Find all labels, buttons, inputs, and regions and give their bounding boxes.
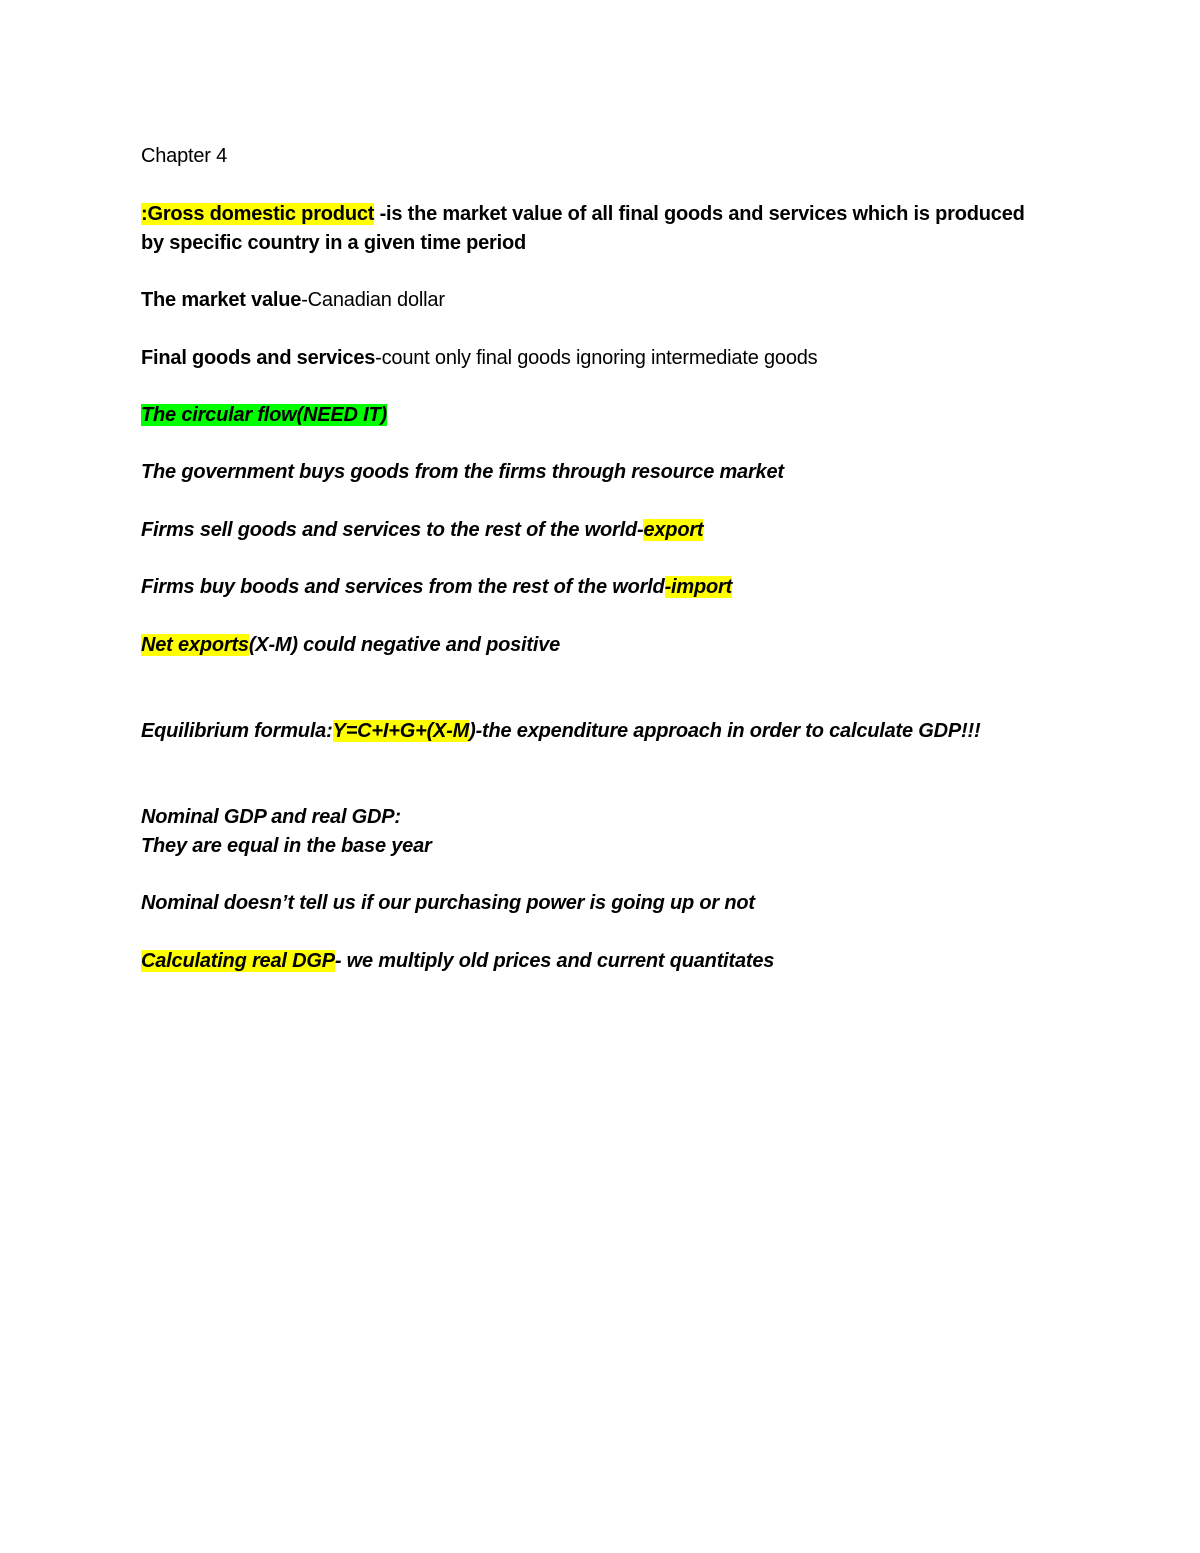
nominal-real-heading: Nominal GDP and real GDP: bbox=[141, 806, 401, 828]
net-exports-line bbox=[141, 631, 560, 660]
gdp-definition-cont: by specific country in a given time period bbox=[141, 232, 527, 254]
nominal-power-line: Nominal doesn’t tell us if our purchasing power is going up or not bbox=[141, 892, 755, 914]
equilibrium-text: )-the expenditure approach in order to calculate GDP!!! bbox=[469, 720, 981, 742]
market-value-term: The market value bbox=[141, 289, 302, 311]
import-line: Firms buy boods and services from the rest of the world-import bbox=[141, 576, 733, 598]
real-gdp-calc-term: Calculating real DGP bbox=[141, 950, 335, 972]
equilibrium-formula: Y=C+I+G+(X-M bbox=[332, 720, 470, 742]
net-exports-text: (X-M) could negative and positive bbox=[248, 634, 561, 656]
base-year-line: They are equal in the base year bbox=[141, 835, 432, 857]
chapter-title: Chapter 4 bbox=[141, 145, 228, 167]
final-goods-text: -count only final goods ignoring intermediate goods bbox=[375, 347, 818, 369]
circular-flow-heading: The circular flow(NEED IT) bbox=[141, 404, 387, 426]
real-gdp-calc-line bbox=[141, 947, 774, 976]
market-value-line bbox=[141, 286, 445, 315]
import-term: -import bbox=[664, 576, 733, 598]
real-gdp-calc-text: - we multiply old prices and current quantitates bbox=[334, 950, 775, 972]
equilibrium-label: Equilibrium formula: bbox=[141, 720, 333, 742]
gdp-text: -is the market value of all final goods and services which is produced bbox=[374, 203, 1025, 225]
equilibrium-line bbox=[141, 717, 980, 746]
market-value-text: -Canadian dollar bbox=[301, 289, 445, 311]
export-line: Firms sell goods and services to the rest of the world-export bbox=[141, 519, 704, 541]
net-exports-term: Net exports bbox=[141, 634, 249, 656]
export-term: export bbox=[643, 519, 704, 541]
gdp-definition bbox=[141, 200, 1025, 229]
gdp-term: :Gross domestic product bbox=[141, 203, 375, 225]
final-goods-line bbox=[141, 344, 817, 373]
final-goods-term: Final goods and services bbox=[141, 347, 376, 369]
government-line: The government buys goods from the firms through resource market bbox=[141, 461, 784, 483]
